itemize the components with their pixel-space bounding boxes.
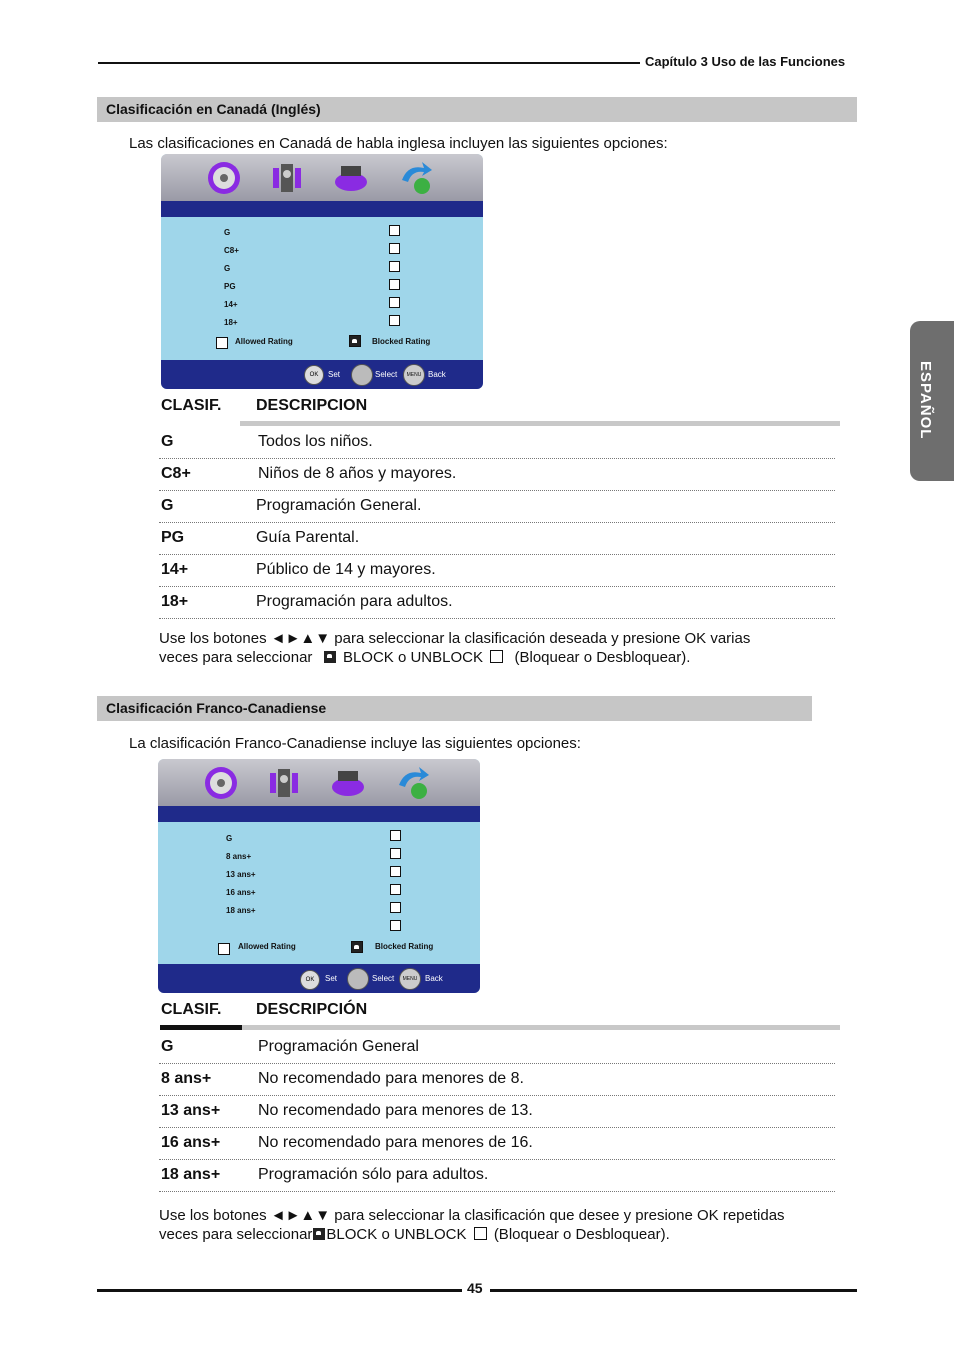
section-title: Clasificación Franco-Canadiense — [106, 700, 327, 716]
back-label: Back — [425, 974, 443, 983]
unlocked-box-icon — [490, 650, 503, 663]
setup-arrows-icon — [395, 765, 431, 801]
footer-rule-left — [97, 1289, 462, 1292]
header-rule — [98, 62, 640, 64]
satellite-channel-icon — [330, 765, 366, 801]
table-cell-rating: 16 ans+ — [161, 1134, 221, 1151]
table-cell-rating: 8 ans+ — [161, 1070, 212, 1087]
chapter-title: Capítulo 3 Uso de las Funciones — [645, 54, 846, 69]
col-header-rating: CLASIF. — [161, 397, 222, 414]
allowed-rating-swatch — [216, 337, 228, 349]
lock-icon — [313, 1228, 325, 1240]
col-header-description: DESCRIPCION — [256, 397, 368, 414]
table-row-divider — [159, 1159, 835, 1160]
rating-checkbox[interactable] — [389, 315, 400, 326]
menu-rating-label: 8 ans+ — [226, 852, 252, 861]
note-line-2-a: veces para seleccionar — [159, 649, 313, 666]
menu-rating-label: 14+ — [224, 300, 238, 309]
table-header-rule — [242, 1025, 840, 1030]
table-cell-rating: G — [161, 1038, 174, 1055]
section-intro: Las clasificaciones en Canadá de habla inglesa incluyen las siguientes opciones: — [129, 135, 668, 152]
note-line-2-b: BLOCK o UNBLOCK — [342, 649, 483, 666]
menu-rating-label: 18+ — [224, 318, 238, 327]
section-heading-french-canadian — [97, 696, 812, 721]
table-cell-description: No recomendado para menores de 16. — [258, 1134, 533, 1151]
rating-checkbox[interactable] — [389, 279, 400, 290]
allowed-rating-swatch — [218, 943, 230, 955]
note-line-2-c: (Bloquear o Desbloquear). — [514, 649, 691, 666]
section-intro: La clasificación Franco-Canadiense incluye las siguientes opciones: — [129, 735, 581, 752]
table-row-divider — [159, 522, 835, 523]
menu-icon-bar — [158, 759, 480, 806]
allowed-rating-label: Allowed Rating — [238, 942, 296, 951]
table-row-divider — [159, 1191, 835, 1192]
rating-checkbox[interactable] — [390, 830, 401, 841]
menu-rating-label: 18 ans+ — [226, 906, 256, 915]
instruction-note — [159, 1206, 849, 1244]
table-row-divider — [159, 490, 835, 491]
page-number: 45 — [467, 1280, 483, 1296]
select-label: Select — [375, 370, 398, 379]
navigation-pad-icon — [351, 364, 373, 386]
rating-checkbox[interactable] — [390, 902, 401, 913]
table-row-divider — [159, 1063, 835, 1064]
allowed-rating-label: Allowed Rating — [235, 337, 293, 346]
menu-rating-label: 16 ans+ — [226, 888, 256, 897]
menu-footer — [161, 360, 483, 389]
unlocked-box-icon — [474, 1227, 487, 1240]
table-row-divider — [159, 618, 835, 619]
table-cell-rating: G — [161, 433, 174, 450]
table-cell-description: Programación General — [258, 1038, 419, 1055]
note-line-2 — [159, 648, 839, 667]
rating-checkbox[interactable] — [389, 243, 400, 254]
ok-button-icon: OK — [300, 970, 320, 990]
table-cell-rating: 18 ans+ — [161, 1166, 221, 1183]
rating-checkbox[interactable] — [389, 297, 400, 308]
note-line-2-c: (Bloquear o Desbloquear). — [493, 1226, 670, 1243]
language-tab-label: ESPAÑOL — [917, 361, 934, 440]
table-row-divider — [159, 458, 835, 459]
rating-checkbox[interactable] — [389, 261, 400, 272]
rating-checkbox[interactable] — [390, 920, 401, 931]
blocked-rating-label: Blocked Rating — [375, 942, 434, 951]
table-cell-description: Guía Parental. — [256, 529, 360, 546]
section-title: Clasificación en Canadá (Inglés) — [106, 101, 321, 117]
table-row-divider — [159, 1127, 835, 1128]
section-heading-canada-english — [97, 97, 857, 122]
menu-rating-label: PG — [224, 282, 236, 291]
table-row-divider — [159, 586, 835, 587]
table-cell-rating: 13 ans+ — [161, 1102, 221, 1119]
menu-header-band — [158, 806, 480, 822]
table-header-rule-dark — [160, 1025, 242, 1030]
menu-footer — [158, 964, 480, 993]
satellite-channel-icon — [333, 160, 369, 196]
table-cell-description: No recomendado para menores de 8. — [258, 1070, 524, 1087]
table-cell-rating: C8+ — [161, 465, 191, 482]
rating-checkbox[interactable] — [390, 884, 401, 895]
table-cell-description: Programación General. — [256, 497, 422, 514]
menu-icon-bar — [161, 154, 483, 201]
blocked-rating-label: Blocked Rating — [372, 337, 431, 346]
menu-header-band — [161, 201, 483, 217]
table-row-divider — [159, 554, 835, 555]
note-line-2-b: BLOCK o UNBLOCK — [326, 1226, 467, 1243]
tv-menu-screenshot — [158, 759, 480, 993]
menu-button-icon: MENU — [399, 968, 421, 990]
blocked-rating-swatch — [349, 335, 361, 347]
rating-checkbox[interactable] — [390, 848, 401, 859]
table-cell-description: No recomendado para menores de 13. — [258, 1102, 533, 1119]
table-cell-description: Todos los niños. — [258, 433, 373, 450]
instruction-note — [159, 629, 839, 667]
table-cell-description: Programación para adultos. — [256, 593, 453, 610]
table-cell-rating: PG — [161, 529, 185, 546]
menu-rating-label: 13 ans+ — [226, 870, 256, 879]
speaker-audio-icon — [266, 765, 302, 801]
table-cell-description: Público de 14 y mayores. — [256, 561, 436, 578]
menu-rating-label: C8+ — [224, 246, 239, 255]
rating-checkbox[interactable] — [389, 225, 400, 236]
table-cell-description: Niños de 8 años y mayores. — [258, 465, 457, 482]
rating-checkbox[interactable] — [390, 866, 401, 877]
setup-arrows-icon — [398, 160, 434, 196]
table-cell-description: Programación sólo para adultos. — [258, 1166, 489, 1183]
table-header-rule — [240, 421, 840, 426]
language-tab — [910, 321, 954, 481]
menu-button-icon: MENU — [403, 364, 425, 386]
ok-button-icon: OK — [304, 365, 324, 385]
back-label: Back — [428, 370, 446, 379]
table-cell-rating: 14+ — [161, 561, 189, 578]
note-line-2-a: veces para seleccionar — [159, 1226, 313, 1243]
col-header-description: DESCRIPCIÓN — [256, 1001, 368, 1018]
menu-rating-label: G — [224, 264, 231, 273]
disc-settings-icon — [206, 160, 242, 196]
lock-icon — [324, 651, 336, 663]
tv-menu-screenshot — [161, 154, 483, 389]
note-line-1: Use los botones ◄►▲▼ para seleccionar la clasificación deseada y presione OK varias — [159, 630, 751, 647]
menu-rating-label: G — [224, 228, 231, 237]
select-label: Select — [372, 974, 395, 983]
table-cell-rating: 18+ — [161, 593, 189, 610]
note-line-1: Use los botones ◄►▲▼ para seleccionar la clasificación que desee y presione OK repetidas — [159, 1207, 785, 1224]
footer-rule-right — [490, 1289, 857, 1292]
menu-rating-label: G — [226, 834, 233, 843]
table-cell-rating: G — [161, 497, 174, 514]
table-row-divider — [159, 1095, 835, 1096]
disc-settings-icon — [203, 765, 239, 801]
note-line-2 — [159, 1225, 849, 1244]
col-header-rating: CLASIF. — [161, 1001, 222, 1018]
blocked-rating-swatch — [351, 941, 363, 953]
speaker-audio-icon — [269, 160, 305, 196]
navigation-pad-icon — [347, 968, 369, 990]
set-label: Set — [325, 974, 338, 983]
set-label: Set — [328, 370, 341, 379]
